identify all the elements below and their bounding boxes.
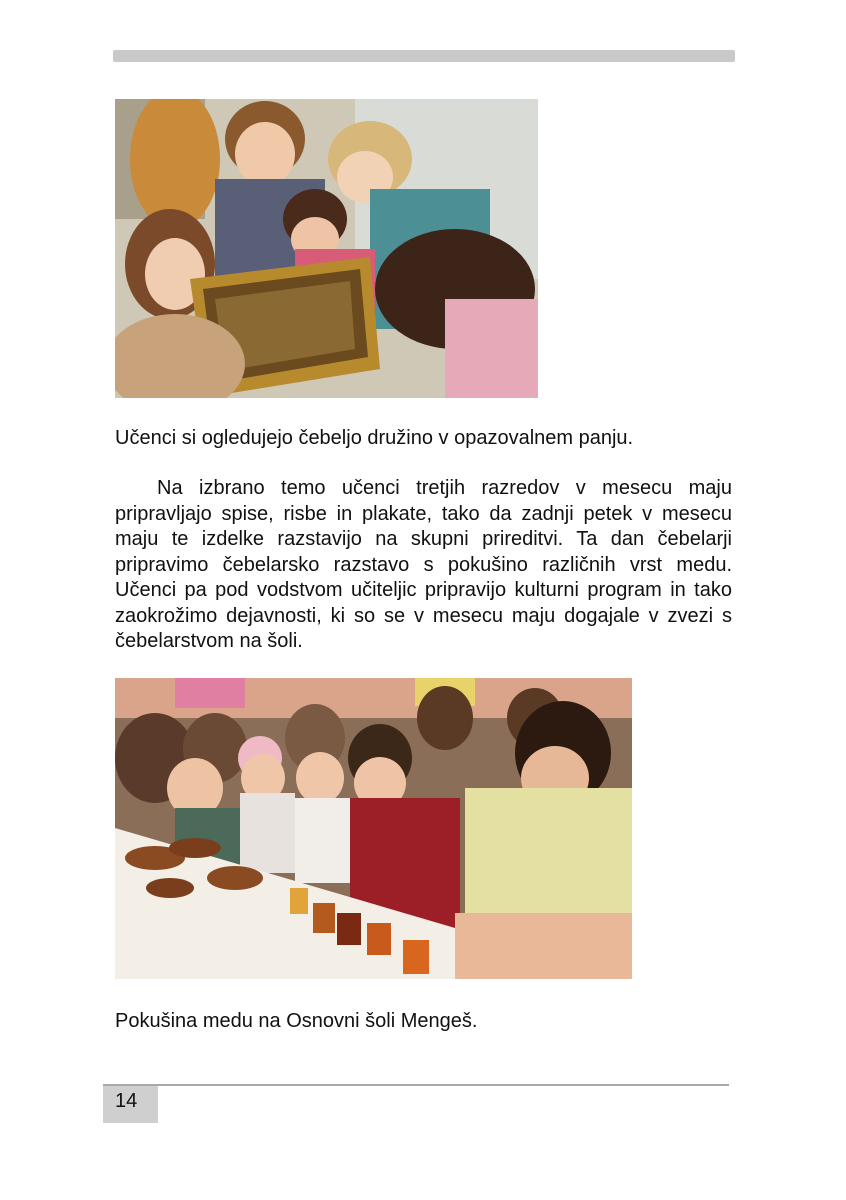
body-paragraph: Na izbrano temo učenci tretjih razredov v mesecu maju pripravljajo spise, risbe in plakate, tako da zadnji petek v mesecu maju te izdelke razstavijo na skupni prireditvi. Ta dan čebelarji pripravimo čebelarsko razstavo s pokušino različnih vrst medu. Učenci pa pod vodstvom učiteljic pripravijo kulturni program in tako zaokrožimo dejavnosti, ki so se v mesecu maju dogajale v zvezi s čebelarstvom na šoli. xyxy=(115,477,732,652)
observation-hive-photo xyxy=(115,99,538,398)
photo-caption: Pokušina medu na Osnovni šoli Mengeš. xyxy=(115,1010,478,1032)
page-number: 14 xyxy=(115,1090,138,1112)
honey-tasting-photo xyxy=(115,678,632,979)
observation-hive-illustration xyxy=(115,99,538,398)
header-rule xyxy=(113,50,735,62)
photo-caption: Učenci si ogledujejo čebeljo družino v opazovalnem panju. xyxy=(115,427,634,449)
footer-rule xyxy=(103,1084,729,1086)
honey-tasting-illustration xyxy=(115,678,632,979)
